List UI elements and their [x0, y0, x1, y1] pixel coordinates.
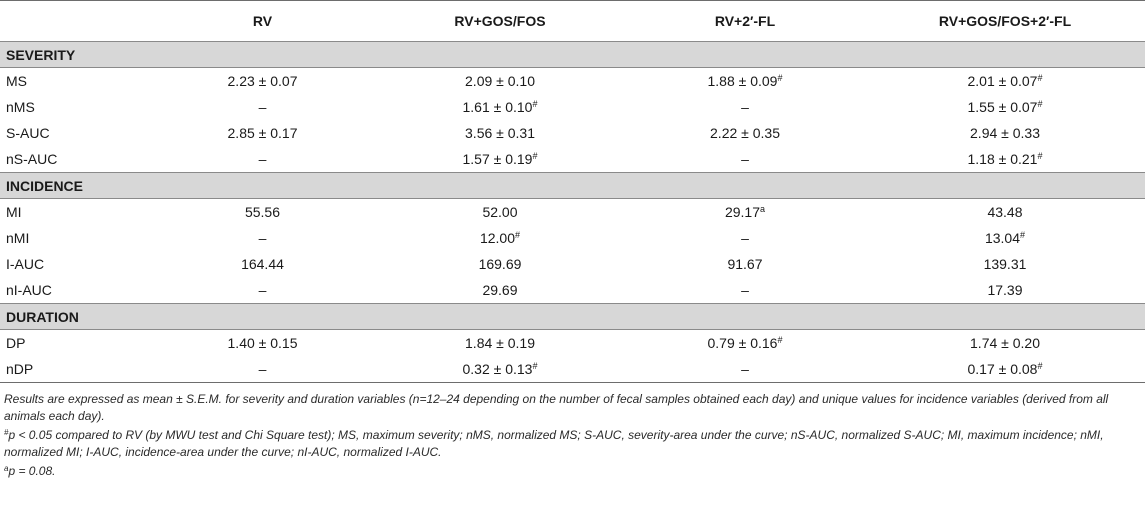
table-cell	[375, 277, 625, 304]
table-cell	[865, 68, 1145, 95]
cell-superscript: #	[777, 73, 783, 83]
cell-value: 1.84 ± 0.19	[465, 335, 535, 351]
cell-value: 0.17 ± 0.08	[967, 361, 1038, 377]
cell-value: 2.94 ± 0.33	[970, 125, 1040, 141]
table-cell	[625, 120, 865, 146]
table-cell	[150, 277, 375, 304]
cell-superscript: #	[1037, 151, 1043, 161]
section-row-duration	[0, 304, 1145, 330]
table-cell	[625, 68, 865, 95]
table-row	[0, 225, 1145, 251]
row-label: nS-AUC	[6, 151, 58, 167]
table-cell	[625, 277, 865, 304]
column-header-rv-2fl: RV+2′-FL	[625, 1, 865, 42]
footnote-hash-mark: #	[4, 428, 9, 437]
cell-value: 29.17	[724, 204, 761, 220]
table-footnotes	[0, 383, 1145, 480]
cell-value: –	[741, 361, 749, 377]
table-cell	[150, 330, 375, 357]
table-cell	[150, 146, 375, 173]
table-cell	[375, 225, 625, 251]
cell-value: 17.39	[987, 282, 1023, 298]
cell-superscript: #	[532, 99, 538, 109]
row-label: nI-AUC	[6, 282, 52, 298]
cell-value: –	[258, 99, 267, 115]
table-cell	[150, 356, 375, 383]
table-cell	[375, 199, 625, 226]
section-row-severity	[0, 42, 1145, 68]
table-cell	[375, 251, 625, 277]
footnote-a: $^a$p = 0.08.	[4, 464, 56, 478]
table-cell	[625, 199, 865, 226]
cell-value: –	[258, 230, 267, 246]
column-header-rv: RV	[150, 1, 375, 42]
table-cell	[865, 330, 1145, 357]
table-cell	[375, 68, 625, 95]
cell-superscript: #	[532, 151, 538, 161]
cell-value: 12.00	[479, 230, 516, 246]
cell-value: 91.67	[727, 256, 763, 272]
cell-value: 1.55 ± 0.07	[967, 99, 1038, 115]
section-title: SEVERITY	[0, 42, 1145, 68]
cell-value: 2.85 ± 0.17	[227, 125, 298, 141]
table-cell	[865, 146, 1145, 173]
footnote-results: Results are expressed as mean ± S.E.M. for severity and duration variables (n=12–24 depending on the number of fecal samples obtained each day) and unique values for incidence variables (derived from all animals each day).	[4, 392, 1109, 423]
cell-superscript: #	[777, 335, 783, 345]
cell-value: 1.57 ± 0.19	[462, 151, 533, 167]
column-header-rv-gos-fos: RV+GOS/FOS	[375, 1, 625, 42]
cell-value: 2.22 ± 0.35	[710, 125, 780, 141]
table-cell	[865, 225, 1145, 251]
footnote-significance: #p < 0.05 compared to RV (by MWU test and Chi Square test); MS, maximum severity; nMS, normalized MS; S-AUC, severity-area under the curve; nS-AUC, normalized S-AUC; MI, maximum incidence; nMI, normalized MI; I-AUC, incidence-area under the curve; nI-AUC, normalized I-AUC.	[4, 428, 1104, 459]
table-cell	[625, 94, 865, 120]
table-cell	[150, 68, 375, 95]
table-cell	[375, 330, 625, 357]
cell-value: 43.48	[987, 204, 1023, 220]
cell-superscript: #	[1020, 230, 1026, 240]
cell-value: –	[258, 282, 267, 298]
table-row	[0, 94, 1145, 120]
cell-value: 13.04	[984, 230, 1021, 246]
cell-value: 164.44	[241, 256, 284, 272]
cell-value: 2.23 ± 0.07	[227, 73, 298, 89]
table-header	[0, 1, 1145, 42]
table-row	[0, 146, 1145, 173]
cell-value: 1.74 ± 0.20	[970, 335, 1040, 351]
row-label: nMI	[6, 230, 30, 246]
table-cell	[625, 146, 865, 173]
table-cell	[865, 277, 1145, 304]
table-cell	[375, 94, 625, 120]
table-cell	[150, 225, 375, 251]
table-row	[0, 199, 1145, 226]
row-label: nDP	[0, 356, 150, 383]
row-label: S-AUC	[6, 125, 50, 141]
cell-value: 1.40 ± 0.15	[227, 335, 298, 351]
row-label: I-AUC	[6, 256, 45, 272]
section-title: DURATION	[0, 304, 1145, 330]
table-cell	[150, 120, 375, 146]
section-title: INCIDENCE	[0, 173, 1145, 199]
row-label: nMS	[6, 99, 35, 115]
cell-value: 55.56	[244, 204, 281, 220]
cell-superscript: #	[1037, 361, 1043, 371]
table-cell	[625, 225, 865, 251]
header-row	[0, 1, 1145, 42]
row-label: DP	[6, 335, 26, 351]
cell-value: 29.69	[482, 282, 518, 298]
table-body	[0, 42, 1145, 383]
cell-superscript: a	[760, 204, 766, 214]
cell-superscript: #	[1037, 99, 1043, 109]
cell-value: –	[741, 230, 749, 246]
cell-value: –	[741, 99, 749, 115]
cell-value: –	[741, 151, 749, 167]
table-cell	[865, 120, 1145, 146]
cell-value: 0.32 ± 0.13	[462, 361, 533, 377]
cell-value: 2.01 ± 0.07	[967, 73, 1038, 89]
row-label: MI	[6, 204, 22, 220]
cell-superscript: #	[532, 361, 538, 371]
cell-value: 52.00	[482, 204, 518, 220]
cell-value: –	[258, 361, 267, 377]
cell-value: 169.69	[478, 256, 522, 272]
table-cell	[150, 94, 375, 120]
cell-value: –	[258, 151, 267, 167]
table-row	[0, 120, 1145, 146]
column-header-rv-gos-fos-2fl: RV+GOS/FOS+2′-FL	[865, 1, 1145, 42]
table-cell	[375, 120, 625, 146]
table-cell	[150, 199, 375, 226]
cell-value: 1.88 ± 0.09	[707, 73, 778, 89]
column-header-label	[0, 1, 150, 42]
table-cell	[865, 94, 1145, 120]
table-cell	[865, 199, 1145, 226]
cell-value: 3.56 ± 0.31	[465, 125, 535, 141]
table-cell	[865, 251, 1145, 277]
cell-value: 139.31	[983, 256, 1027, 272]
table-row	[0, 251, 1145, 277]
table-cell	[865, 356, 1145, 383]
table-cell	[625, 356, 865, 383]
table-cell	[150, 251, 375, 277]
table-row	[0, 277, 1145, 304]
table-cell	[625, 330, 865, 357]
table-row	[0, 68, 1145, 95]
table-cell	[375, 356, 625, 383]
table-cell	[375, 146, 625, 173]
footnote-a-mark: a	[4, 464, 9, 473]
cell-value: 1.61 ± 0.10	[462, 99, 533, 115]
cell-value: 0.79 ± 0.16	[707, 335, 778, 351]
table-row	[0, 356, 1145, 383]
table-row	[0, 330, 1145, 357]
table-cell	[625, 251, 865, 277]
cell-superscript: #	[1037, 73, 1043, 83]
section-row-incidence	[0, 173, 1145, 199]
cell-value: 2.09 ± 0.10	[465, 73, 535, 89]
cell-value: 1.18 ± 0.21	[967, 151, 1038, 167]
row-label: MS	[6, 73, 27, 89]
cell-value: –	[741, 282, 749, 298]
cell-superscript: #	[515, 230, 521, 240]
